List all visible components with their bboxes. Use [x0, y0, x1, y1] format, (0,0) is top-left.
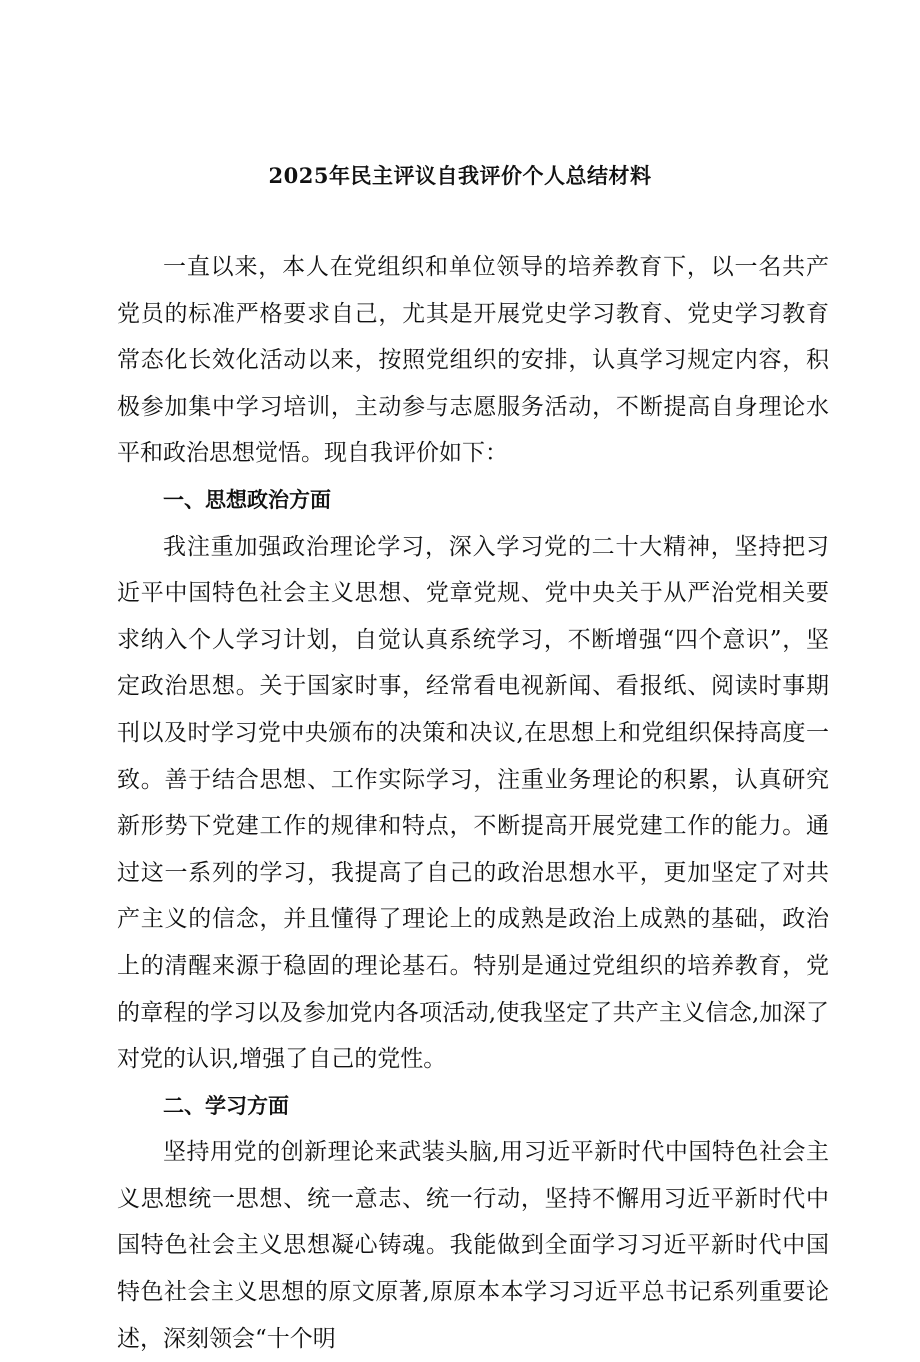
section-paragraph-ideology: 我注重加强政治理论学习，深入学习党的二十大精神，坚持把习近平中国特色社会主义思想、党章党规、党中央关于从严治党相关要求纳入个人学习计划，自觉认真系统学习，不断增强“四个意识”，坚定政治思想。关于国家时事，经常看电视新闻、看报纸、阅读时事期刊以及时学习党中央颁布的决策和决议,在思想上和党组织保持高度一致。善于结合思想、工作实际学习，注重业务理论的积累，认真研究新形势下党建工作的规律和特点，不断提高开展党建工作的能力。通过这一系列的学习，我提高了自己的政治思想水平，更加坚定了对共产主义的信念，并且懂得了理论上的成熟是政治上成熟的基础，政治上的清醒来源于稳固的理论基石。特别是通过党组织的培养教育，党的章程的学习以及参加党内各项活动,使我坚定了共产主义信念,加深了对党的认识,增强了自己的党性。: [117, 533, 829, 1073]
section-heading-study: 二、学习方面: [163, 1092, 289, 1118]
section-paragraph-study: 坚持用党的创新理论来武装头脑,用习近平新时代中国特色社会主义思想统一思想、统一意志、统一行动，坚持不懈用习近平新时代中国特色社会主义思想凝心铸魂。我能做到全面学习习近平新时代中国特色社会主义思想的原文原著,原原本本学习习近平总书记系列重要论述，深刻领会“十个明: [117, 1139, 829, 1352]
section-heading-ideology: 一、思想政治方面: [163, 486, 331, 512]
document-title: 2025年民主评议自我评价个人总结材料: [268, 163, 652, 188]
intro-paragraph: 一直以来，本人在党组织和单位领导的培养教育下，以一名共产党员的标准严格要求自己，尤其是开展党史学习教育、党史学习教育常态化长效化活动以来，按照党组织的安排，认真学习规定内容，积极参加集中学习培训，主动参与志愿服务活动，不断提高自身理论水平和政治思想觉悟。现自我评价如下：: [117, 254, 829, 467]
document-body: [117, 244, 829, 1362]
